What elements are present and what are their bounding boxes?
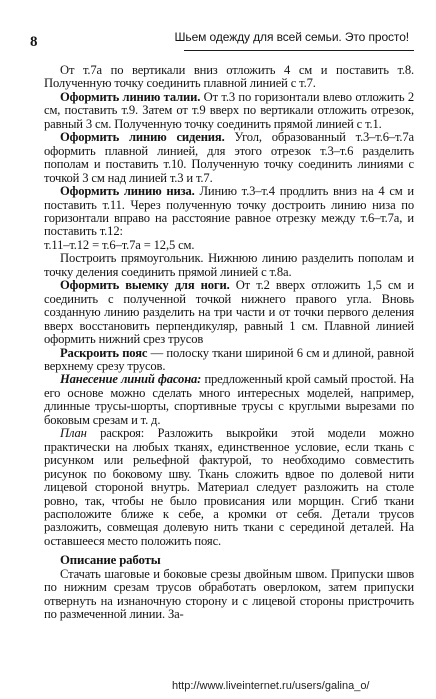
run-in-heading: Оформить линию сидения.: [60, 130, 225, 145]
paragraph: [44, 91, 414, 131]
run-in-heading: Нанесение линий фасона:: [60, 372, 202, 387]
run-in-heading: Оформить линию низа.: [60, 184, 195, 199]
running-title: Шьем одежду для всей семьи. Это просто!: [174, 30, 409, 44]
paragraph: [44, 373, 414, 427]
page-number: 8: [30, 34, 38, 50]
run-in-heading: Оформить выемку для ноги.: [60, 278, 230, 293]
paragraph-text: От т.3 по горизонтали влево отложить 2 см, поставить т.9. Затем от т.9 вверх по вертикали отложить отрезок, равный 3 см. Полученную точку соединить прямой линией с т.1.: [44, 89, 414, 131]
paragraph: [44, 131, 414, 185]
paragraph: [44, 568, 414, 622]
paragraph-text: раскроя: Разложить выкройки этой модели можно практически на любых тканях, единственное условие, если ткань с рисунком или рельефной фактурой, то необходимо совместить рисунок по боковому шву. Ткань сложить вдвое по долевой нити лицевой стороной внутрь. Материал следует разложить на столе ровно, так, чтобы не было провисания или морщин. Сгиб ткани расположите ближе к себе, а кромки от себя. Детали трусов разложить, совмещая долевую нить ткани с серединой деталей. На оставшееся место положить пояс.: [44, 426, 414, 548]
paragraph: [44, 347, 414, 374]
header-rule: [184, 50, 414, 51]
run-in-heading: Раскроить пояс: [60, 345, 148, 360]
paragraph: [44, 279, 414, 346]
run-in-heading: Оформить линию талии.: [60, 89, 201, 104]
paragraph: [44, 64, 414, 91]
paragraph-text: Построить прямоугольник. Нижнюю линию разделить пополам и точку деления соединить прямой линией с т.8а.: [44, 251, 414, 279]
section-heading: Описание работы: [60, 553, 161, 568]
paragraph-text: предложенный крой самый простой. На его основе можно сделать много интересных моделей, например, длинные трусы-шорты, спортивные трусы с круглыми вырезами по боковым срезам и т. д.: [44, 372, 414, 427]
paragraph-text: Угол, образованный т.3–т.6–т.7а оформить плавной линией, для этого отрезок т.3–т.6 разделить пополам и поставить т.10. Полученную точку соединить линиями с точкой 3 см над линией т.3 и т.7.: [44, 130, 414, 185]
formula-text: т.11–т.12 = т.6–т.7а = 12,5 см.: [44, 237, 195, 252]
page-header: [0, 0, 436, 62]
paragraph: [44, 252, 414, 279]
page-body: [44, 64, 414, 622]
paragraph-text: От т.7а по вертикали вниз отложить 4 см и поставить т.8. Полученную точку соединить плавной линией с т.7.: [44, 63, 414, 91]
paragraph-text: Линию т.3–т.4 продлить вниз на 4 см и поставить т.11. Через полученную точку достроить линию низа по горизонтали вправо на расстояние равное отрезку между т.6–т.7а, и поставить т.12:: [44, 184, 414, 239]
paragraph: [44, 427, 414, 548]
paragraph: [44, 185, 414, 239]
formula-line: [44, 239, 414, 252]
run-in-heading: План: [60, 426, 87, 441]
paragraph-text: От т.2 вверх отложить 1,5 см и соединить с полученной точкой нижнего правого угла. Вновь созданную линию разделить на три части и от точки первого деления вверх восстановить перпендикуляр, равный 1 см. Плавной линией оформить нижний срез трусов: [44, 278, 414, 347]
paragraph-text: — полоску ткани шириной 6 см и длиной, равной верхнему срезу трусов.: [44, 345, 414, 373]
paragraph-text: Стачать шаговые и боковые срезы двойным швом. Припуски швов по нижним срезам трусов обработать оверлоком, затем припуски отвернуть на изнаночную сторону и с лицевой стороны пристрочить по размеченной линии. За-: [44, 566, 414, 622]
watermark-url: http://www.liveinternet.ru/users/galina_o/: [172, 680, 370, 692]
